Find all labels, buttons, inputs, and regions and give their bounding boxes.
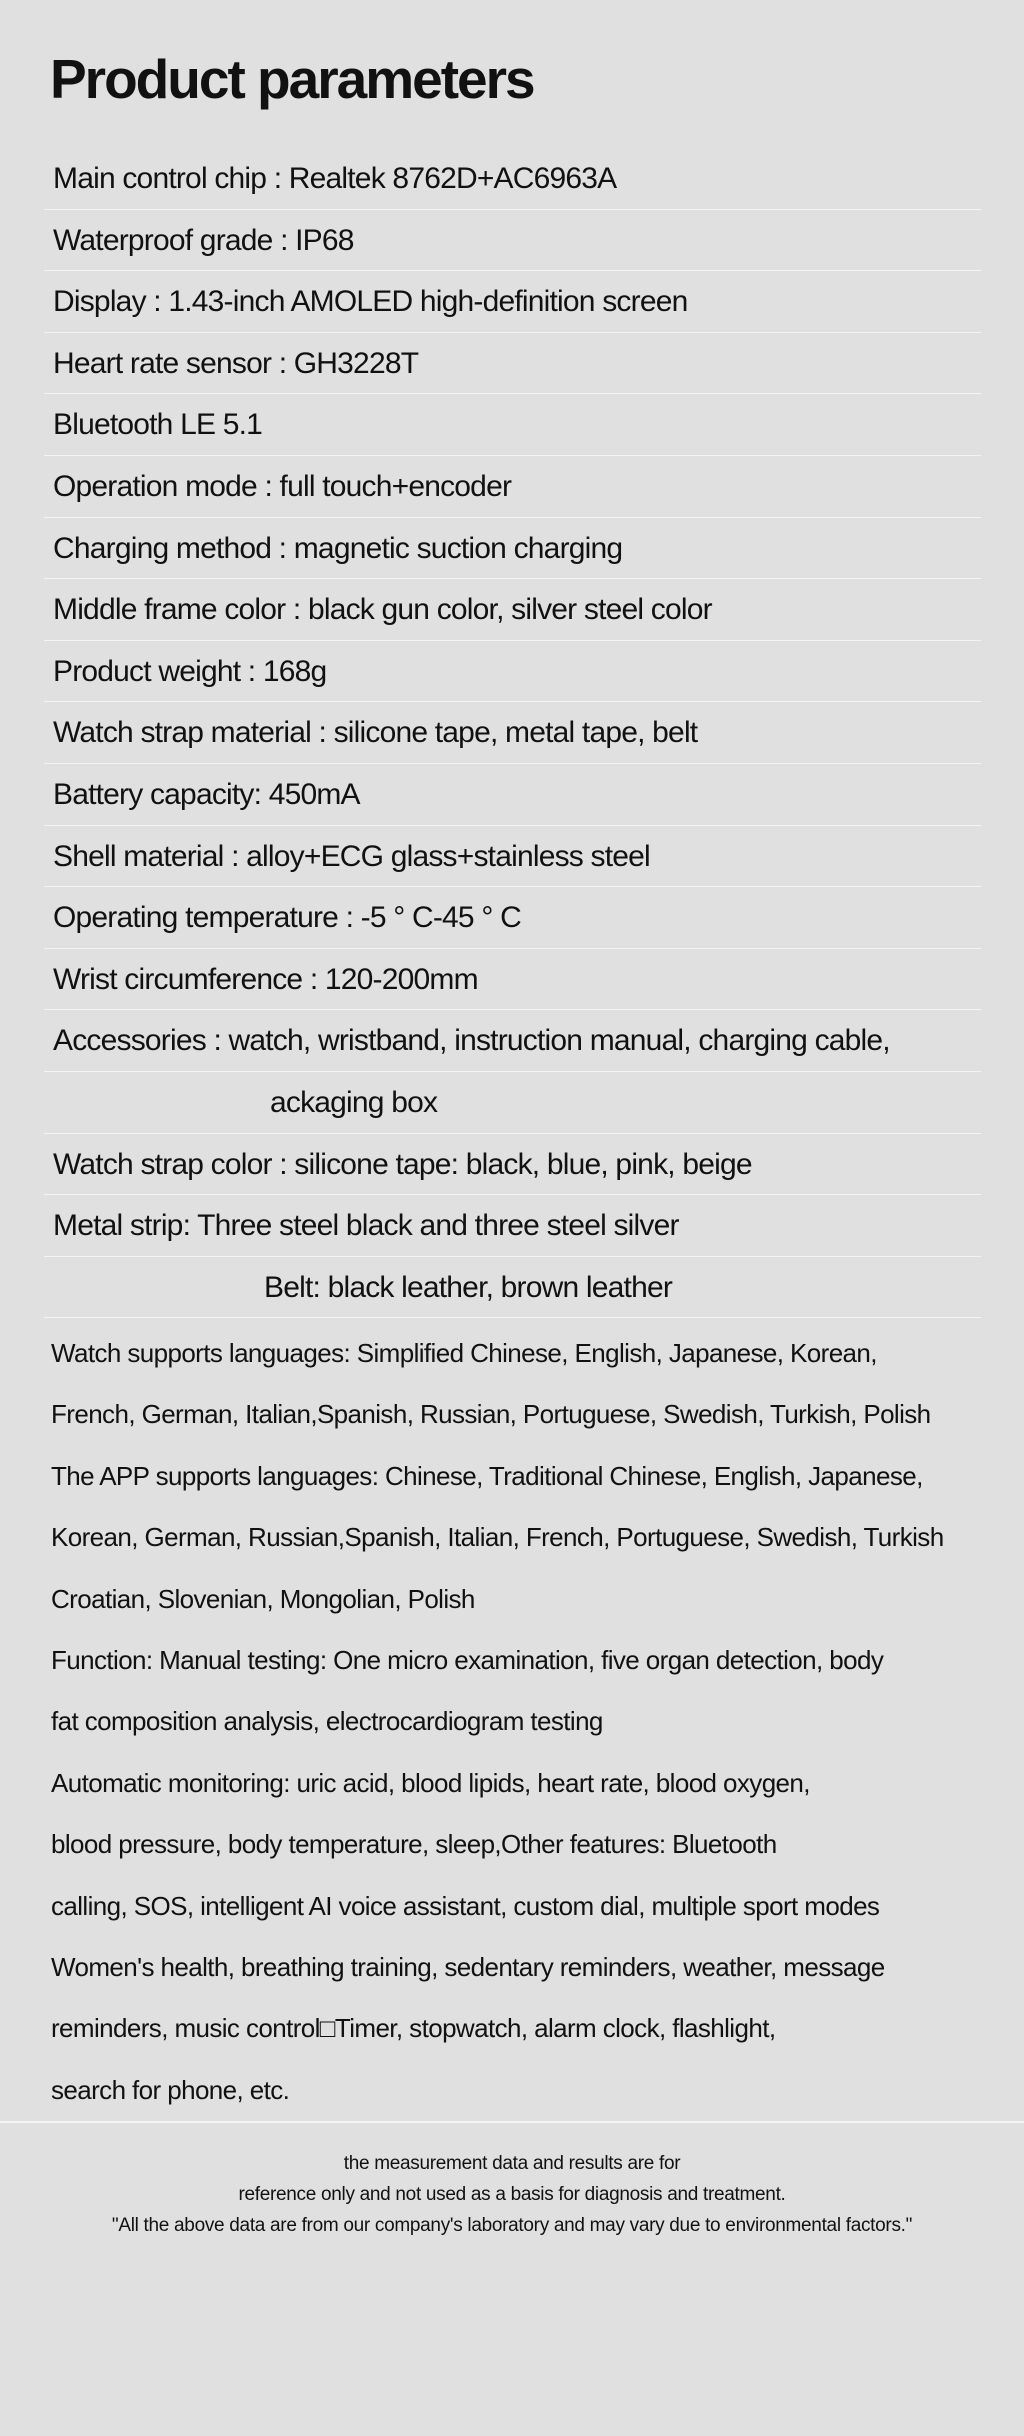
param-waterproof-grade: Waterproof grade : IP68 (44, 210, 981, 272)
param-display: Display : 1.43-inch AMOLED high-definition screen (44, 271, 981, 333)
param-bluetooth: Bluetooth LE 5.1 (44, 394, 981, 456)
text-line: fat composition analysis, electrocardiogram testing (51, 1706, 603, 1737)
disclaimer (0, 2148, 1024, 2241)
param-watch-strap-color: Watch strap color : silicone tape: black, blue, pink, beige (44, 1134, 981, 1196)
param-product-weight: Product weight : 168g (44, 641, 981, 703)
param-watch-strap-material: Watch strap material : silicone tape, metal tape, belt (44, 702, 981, 764)
param-main-control-chip: Main control chip : Realtek 8762D+AC6963A (44, 148, 981, 210)
text-line: reminders, music control□Timer, stopwatch, alarm clock, flashlight, (51, 2013, 776, 2044)
param-wrist-circumference: Wrist circumference : 120-200mm (44, 949, 981, 1011)
text-line: Automatic monitoring: uric acid, blood lipids, heart rate, blood oxygen, (51, 1767, 810, 1798)
param-charging-method: Charging method : magnetic suction charging (44, 518, 981, 580)
param-shell-material: Shell material : alloy+ECG glass+stainless steel (44, 826, 981, 888)
page-title: Product parameters (50, 48, 534, 110)
text-line: Croatian, Slovenian, Mongolian, Polish (51, 1583, 475, 1614)
text-line: French, German, Italian,Spanish, Russian, Portuguese, Swedish, Turkish, Polish (51, 1399, 931, 1430)
param-operation-mode: Operation mode : full touch+encoder (44, 456, 981, 518)
text-line: calling, SOS, intelligent AI voice assistant, custom dial, multiple sport modes (51, 1890, 880, 1921)
param-heart-rate-sensor: Heart rate sensor : GH3228T (44, 333, 981, 395)
text-line: Women's health, breathing training, sedentary reminders, weather, message (51, 1951, 885, 1982)
section-divider (0, 2121, 1024, 2123)
disclaimer-line: reference only and not used as a basis for diagnosis and treatment. (238, 2184, 786, 2205)
disclaimer-line: the measurement data and results are for (343, 2153, 681, 2174)
text-line: blood pressure, body temperature, sleep,Other features: Bluetooth (51, 1829, 777, 1860)
features-languages-text (51, 1323, 1001, 2121)
disclaimer-line: "All the above data are from our company's laboratory and may vary due to environmental factors." (111, 2215, 913, 2236)
param-battery-capacity: Battery capacity: 450mA (44, 764, 981, 826)
text-line: Korean, German, Russian,Spanish, Italian, French, Portuguese, Swedish, Turkish (51, 1522, 944, 1553)
text-line: The APP supports languages: Chinese, Traditional Chinese, English, Japanese, (51, 1460, 923, 1491)
param-accessories: Accessories : watch, wristband, instruction manual, charging cable, (44, 1010, 981, 1072)
text-line: Function: Manual testing: One micro examination, five organ detection, body (51, 1644, 884, 1675)
parameter-list (44, 148, 981, 1318)
text-line: search for phone, etc. (51, 2074, 290, 2105)
param-middle-frame-color: Middle frame color : black gun color, silver steel color (44, 579, 981, 641)
text-line: Watch supports languages: Simplified Chinese, English, Japanese, Korean, (51, 1338, 877, 1368)
param-accessories-continued: ackaging box (44, 1072, 981, 1134)
param-belt: Belt: black leather, brown leather (44, 1257, 981, 1319)
param-operating-temperature: Operating temperature : -5 ° C-45 ° C (44, 887, 981, 949)
param-metal-strip: Metal strip: Three steel black and three steel silver (44, 1195, 981, 1257)
